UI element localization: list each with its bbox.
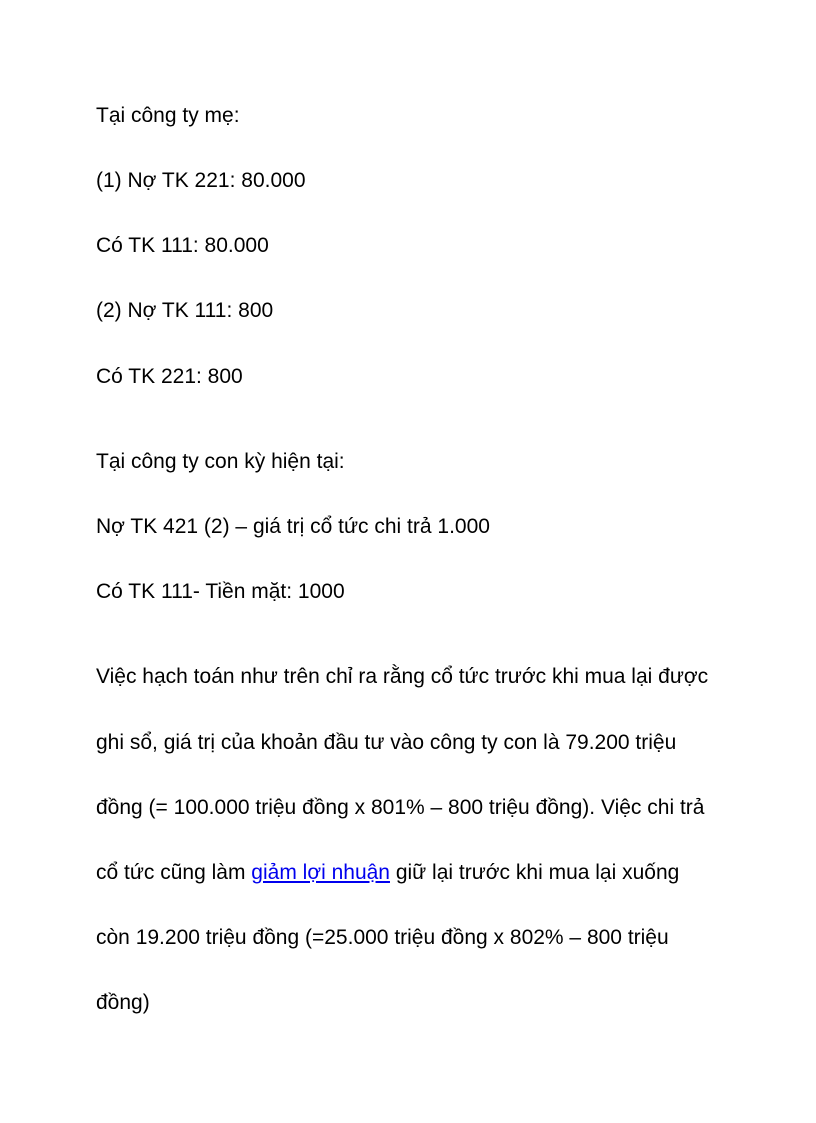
parent-entry2-credit: Có TK 221: 800 [96,365,243,388]
paragraph-line-4-start: cổ tức cũng làm [96,861,252,884]
subsidiary-credit: Có TK 111- Tiền mặt: 1000 [96,580,345,603]
parent-company-heading: Tại công ty mẹ: [96,104,240,127]
parent-entry2-debit: (2) Nợ TK 111: 800 [96,299,274,322]
paragraph-line-2: ghi sổ, giá trị của khoản đầu tư vào công ty con là 79.200 triệu [96,731,677,754]
paragraph-line-3: đồng (= 100.000 triệu đồng x 801% – 800 triệu đồng). Việc chi trả [96,796,705,819]
subsidiary-heading: Tại công ty con kỳ hiện tại: [96,450,345,473]
paragraph-line-1: Việc hạch toán như trên chỉ ra rằng cổ tức trước khi mua lại được [96,665,709,688]
reduce-profit-link[interactable]: giảm lợi nhuận [251,861,390,884]
parent-entry1-debit: (1) Nợ TK 221: 80.000 [96,169,306,192]
parent-entry1-credit: Có TK 111: 80.000 [96,234,269,257]
paragraph-line-4 [96,861,679,885]
paragraph-line-4-end: giữ lại trước khi mua lại xuống [389,861,680,884]
subsidiary-debit: Nợ TK 421 (2) – giá trị cổ tức chi trả 1.000 [96,515,490,538]
paragraph-line-6: đồng) [96,991,150,1014]
paragraph-line-5: còn 19.200 triệu đồng (=25.000 triệu đồng x 802% – 800 triệu [96,926,669,949]
